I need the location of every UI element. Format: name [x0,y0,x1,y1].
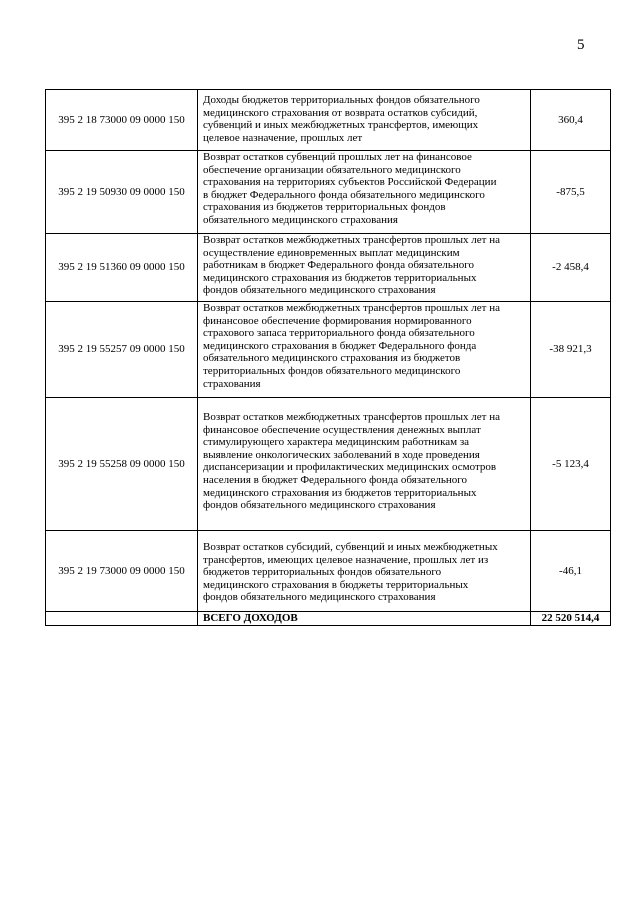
table-row [46,398,611,531]
budget-code-cell: 395 2 19 55258 09 0000 150 [46,398,198,531]
revenue-name-cell [198,234,531,302]
revenue-name-cell [198,151,531,234]
revenue-name-line: финансовое обеспечение осуществления денежных выплат [203,423,481,436]
revenue-name-line: диспансеризации и профилактических медицинских осмотров [203,461,497,474]
revenue-name-line: населения в бюджет Федерального фонда обязательного [203,473,467,486]
table-row [46,302,611,398]
revenue-name-line: фондов обязательного медицинского страхования [203,499,436,512]
table-row [46,234,611,302]
amount-cell: -2 458,4 [531,234,611,302]
revenue-name-line: выявление онкологических заболеваний в ходе проведения [203,448,480,461]
revenue-name-line: финансовое обеспечение формирования нормированного [203,314,472,327]
total-code-cell [46,612,198,626]
revenue-name-line: стимулирующего характера медицинским работникам за [203,436,470,449]
revenue-name-line: Возврат остатков межбюджетных трансфертов прошлых лет на [203,302,500,314]
budget-code-cell: 395 2 19 51360 09 0000 150 [46,234,198,302]
amount-cell: -5 123,4 [531,398,611,531]
page-number: 5 [577,37,585,53]
revenue-name-line: обязательного медицинского страхования [203,213,398,226]
revenue-name-line: субвенций и иных межбюджетных трансфертов, имеющих [203,119,479,132]
revenue-name-line: в бюджет Федерального фонда обязательного медицинского [203,188,485,201]
revenue-name-line: медицинского страхования в бюджеты территориальных [203,578,469,591]
revenue-name-line: страхования из бюджетов территориальных фондов [203,201,446,214]
revenue-name-line: бюджетов территориальных фондов обязательного [203,566,442,579]
revenue-name-line: Возврат остатков субвенций прошлых лет на финансовое [203,151,472,163]
revenue-name-line: осуществление единовременных выплат медицинским [203,246,460,259]
revenue-name-line: территориальных фондов обязательного медицинского [203,364,461,377]
revenue-name-line: целевое назначение, прошлых лет [203,131,363,144]
table-row [46,90,611,151]
revenue-name-line: обеспечение организации обязательного медицинского [203,163,461,176]
budget-code-cell: 395 2 19 73000 09 0000 150 [46,531,198,612]
revenue-table-body [46,90,611,626]
total-label-cell: ВСЕГО ДОХОДОВ [198,612,531,626]
revenue-name-line: медицинского страхования от возврата остатков субсидий, [203,106,478,119]
amount-cell: 360,4 [531,90,611,151]
revenue-name-line: страхового запаса территориального фонда обязательного [203,327,475,340]
revenue-name-line: Доходы бюджетов территориальных фондов обязательного [203,94,480,106]
revenue-name-line: Возврат остатков межбюджетных трансфертов прошлых лет на [203,411,500,423]
revenue-name-cell [198,531,531,612]
amount-cell: -46,1 [531,531,611,612]
revenue-name-line: медицинского страхования из бюджетов территориальных [203,271,477,284]
revenue-name-line: фондов обязательного медицинского страхования [203,591,436,604]
revenue-name-line: страхования на территориях субъектов Российской Федерации [203,176,497,189]
revenue-name-cell [198,398,531,531]
revenue-name-line: Возврат остатков субсидий, субвенций и иных межбюджетных [203,541,498,553]
revenue-name-line: Возврат остатков межбюджетных трансфертов прошлых лет на [203,234,500,246]
table-row [46,151,611,234]
revenue-name-cell [198,90,531,151]
total-amount-cell: 22 520 514,4 [531,612,611,626]
revenue-name-line: медицинского страхования из бюджетов территориальных [203,486,477,499]
amount-cell: -875,5 [531,151,611,234]
revenue-name-line: страхования [203,377,261,390]
total-row [46,612,611,626]
revenue-name-cell [198,302,531,398]
revenue-name-line: фондов обязательного медицинского страхования [203,284,436,297]
budget-code-cell: 395 2 19 55257 09 0000 150 [46,302,198,398]
revenue-name-line: обязательного медицинского страхования из бюджетов [203,352,461,365]
budget-code-cell: 395 2 18 73000 09 0000 150 [46,90,198,151]
budget-code-cell: 395 2 19 50930 09 0000 150 [46,151,198,234]
revenue-name-line: работникам в бюджет Федерального фонда обязательного [203,259,475,272]
amount-cell: -38 921,3 [531,302,611,398]
revenue-name-line: трансфертов, имеющих целевое назначение, прошлых лет из [203,553,489,566]
revenue-name-line: медицинского страхования в бюджет Федерального фонда [203,339,477,352]
revenue-table [45,89,611,626]
table-row [46,531,611,612]
